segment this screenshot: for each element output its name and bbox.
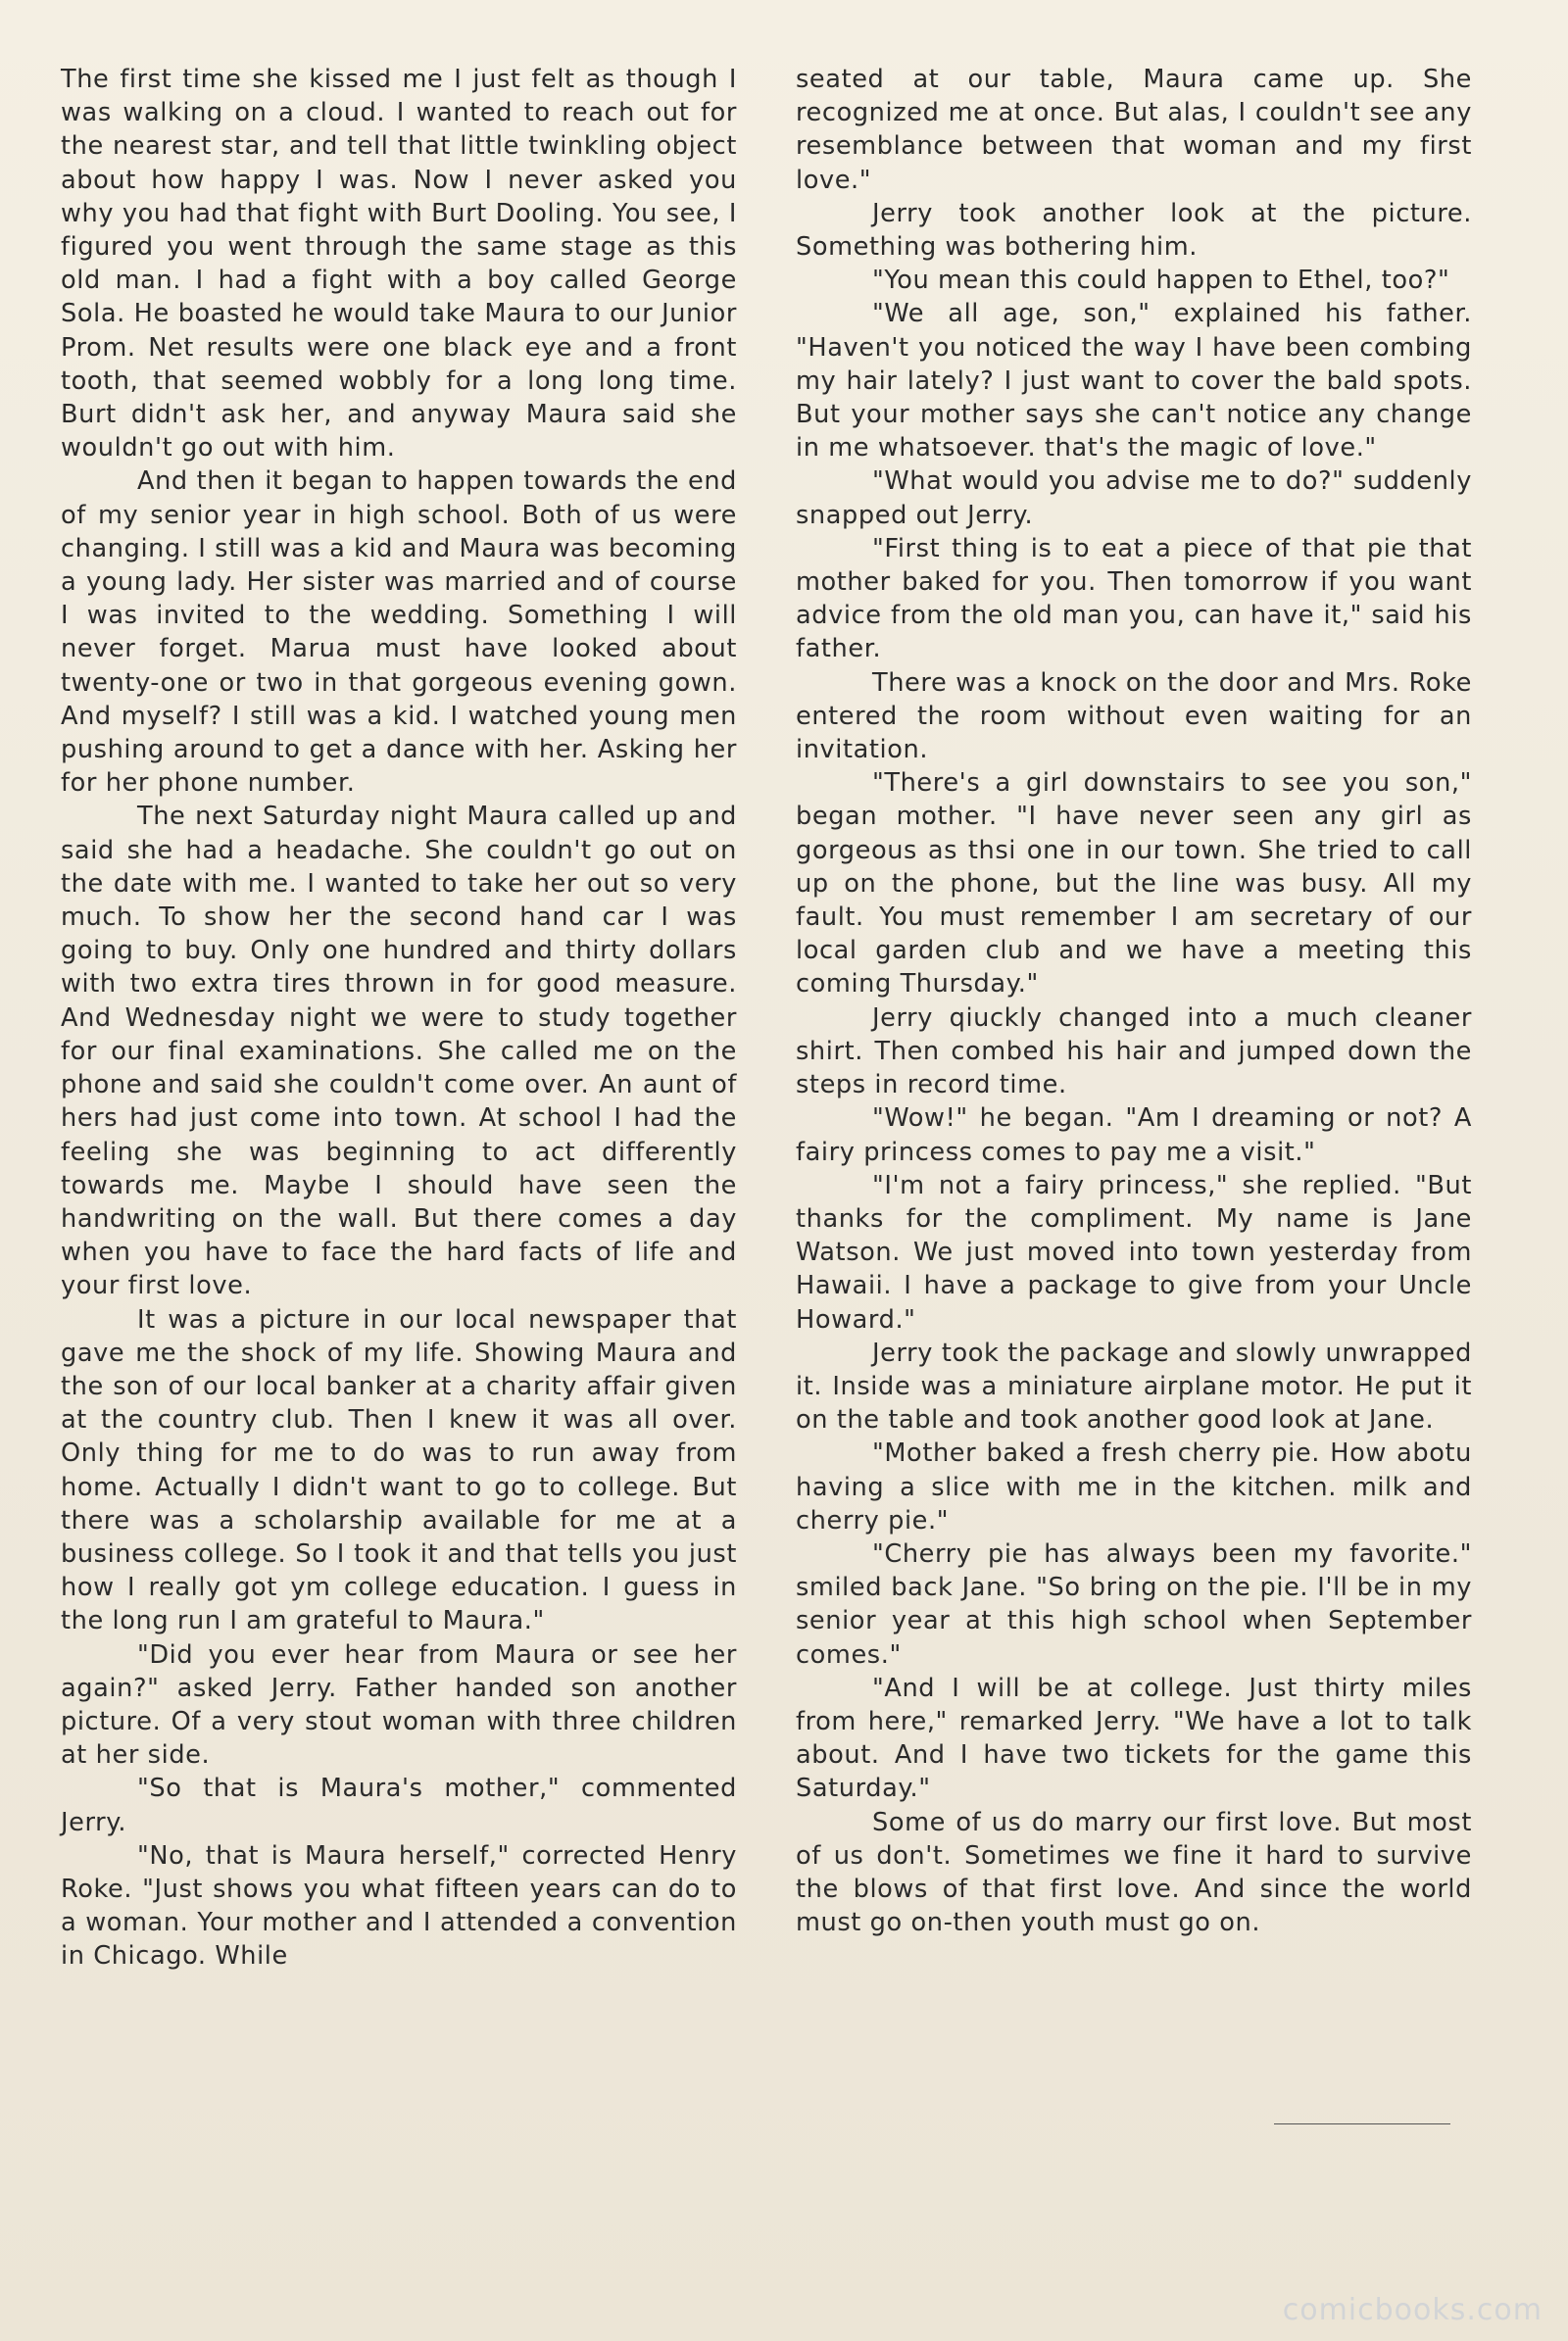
paragraph: "Wow!" he began. "Am I dreaming or not? A fairy princess comes to pay me a visit." bbox=[796, 1103, 1472, 1167]
paragraph: "First thing is to eat a piece of that pie that mother baked for you. Then tomorrow if you want advice from the old man you, can have it," said his father. bbox=[796, 533, 1472, 664]
paragraph: "Cherry pie has always been my favorite." smiled back Jane. "So bring on the pie. I'll be in my senior year at this high school when September comes." bbox=[796, 1538, 1472, 1670]
left-text-column bbox=[61, 63, 737, 1974]
right-text-column bbox=[796, 63, 1472, 1939]
end-rule-divider bbox=[1274, 2123, 1450, 2124]
paragraph: "I'm not a fairy princess," she replied. "But thanks for the compliment. My name is Jane Watson. We just moved into town yesterday from Hawaii. I have a package to give from your Uncle Howard." bbox=[796, 1170, 1472, 1335]
watermark: comicbooks.com bbox=[1282, 2293, 1543, 2327]
paragraph: "So that is Maura's mother," commented Jerry. bbox=[61, 1774, 737, 1837]
paragraph: There was a knock on the door and Mrs. Roke entered the room without even waiting for an invitation. bbox=[796, 667, 1472, 765]
paragraph: Jerry took the package and slowly unwrapped it. Inside was a miniature airplane motor. He put it on the table and took another good look at Jane. bbox=[796, 1338, 1472, 1436]
paragraph: It was a picture in our local newspaper that gave me the shock of my life. Showing Maura and the son of our local banker at a charity affair given at the country club. Then I knew it was all over. Only thing for me to do was to run away from home. Actually I didn't want to go to college. But there was a scholarship available for me at a business college. So I took it and that tells you just how I really got ym college education. I guess in the long run I am grateful to Maura." bbox=[61, 1304, 737, 1636]
paragraph: "You mean this could happen to Ethel, too?" bbox=[872, 266, 1450, 296]
paragraph: And then it began to happen towards the end of my senior year in high school. Both of us were changing. I still was a kid and Maura was becoming a young lady. Her sister was married and of course I was invited to the wedding. Something I will never forget. Marua must have looked about twenty-one or two in that gorgeous evening gown. And myself? I still was a kid. I watched young men pushing around to get a dance with her. Asking her for her phone number. bbox=[61, 466, 737, 799]
paragraph: "And I will be at college. Just thirty miles from here," remarked Jerry. "We have a lot to talk about. And I have two tickets for the game this Saturday." bbox=[796, 1673, 1472, 1804]
paragraph: seated at our table, Maura came up. She recognized me at once. But alas, I couldn't see any resemblance between that woman and my first love." bbox=[796, 65, 1472, 195]
paragraph: The first time she kissed me I just felt as though I was walking on a cloud. I wanted to reach out for the nearest star, and tell that little twinkling object about how happy I was. Now I never asked you why you had that fight with Burt Dooling. You see, I figured you went through the same stage as this old man. I had a fight with a boy called George Sola. He boasted he would take Maura to our Junior Prom. Net results were one black eye and a front tooth, that seemed wobbly for a long long time. Burt didn't ask her, and anyway Maura said she wouldn't go out with him. bbox=[61, 65, 737, 463]
paragraph: Jerry took another look at the picture. Something was bothering him. bbox=[796, 198, 1472, 263]
paragraph: "Did you ever hear from Maura or see her again?" asked Jerry. Father handed son another picture. Of a very stout woman with three children at her side. bbox=[61, 1639, 737, 1771]
paragraph: Jerry qiuckly changed into a much cleaner shirt. Then combed his hair and jumped down the steps in record time. bbox=[796, 1002, 1472, 1100]
paragraph: The next Saturday night Maura called up and said she had a headache. She couldn't go out on the date with me. I wanted to take her out so very much. To show her the second hand car I was going to buy. Only one hundred and thirty dollars with two extra tires thrown in for good measure. And Wednesday night we were to study together for our final examinations. She called me on the phone and said she couldn't come over. An aunt of hers had just come into town. At school I had the feeling she was beginning to act differently towards me. Maybe I should have seen the handwriting on the wall. But there comes a day when you have to face the hard facts of life and your first love. bbox=[61, 802, 737, 1301]
paragraph: Some of us do marry our first love. But most of us don't. Sometimes we fine it hard to survive the blows of that first love. And since the world must go on-then youth must go on. bbox=[796, 1807, 1472, 1938]
paragraph: "What would you advise me to do?" suddenly snapped out Jerry. bbox=[796, 466, 1472, 530]
paragraph: "Mother baked a fresh cherry pie. How abotu having a slice with me in the kitchen. milk and cherry pie." bbox=[796, 1439, 1472, 1536]
paragraph: "We all age, son," explained his father. "Haven't you noticed the way I have been combing my hair lately? I just want to cover the bald spots. But your mother says she can't notice any change in me whatsoever. that's the magic of love." bbox=[796, 299, 1472, 463]
paragraph: "No, that is Maura herself," corrected Henry Roke. "Just shows you what fifteen years can do to a woman. Your mother and I attended a convention in Chicago. While bbox=[61, 1840, 737, 1972]
paragraph: "There's a girl downstairs to see you son," began mother. "I have never seen any girl as gorgeous as thsi one in our town. She tried to call up on the phone, but the line was busy. All my fault. You must remember I am secretary of our local garden club and we have a meeting this coming Thursday." bbox=[796, 768, 1472, 1000]
